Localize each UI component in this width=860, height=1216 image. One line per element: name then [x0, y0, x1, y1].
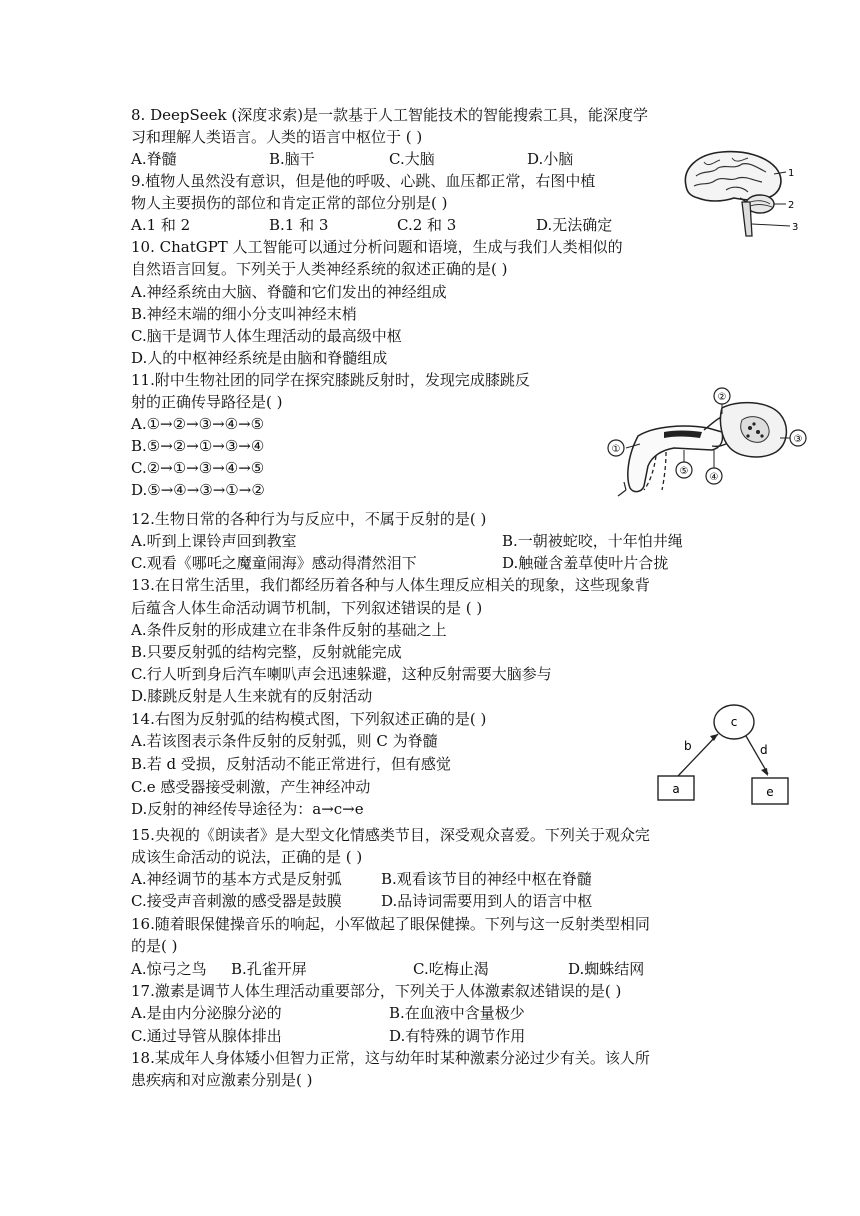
- arc-label-c: c: [730, 715, 738, 729]
- q16-stem-line1: 16.随着眼保健操音乐的响起，小军做起了眼保健操。下列与这一反射类型相同: [131, 915, 650, 933]
- reflex-label-4: ④: [709, 472, 719, 483]
- arc-label-d: d: [760, 743, 768, 757]
- arc-label-b: b: [684, 739, 692, 753]
- q14-stem: 14.右图为反射弧的结构模式图，下列叙述正确的是( ): [131, 710, 487, 728]
- q11-option-a: A.①→②→③→④→⑤: [131, 415, 265, 433]
- q11-stem-line2: 射的正确传导路径是( ): [131, 393, 283, 411]
- q15-stem-line1: 15.央视的《朗读者》是大型文化情感类节目，深受观众喜爱。下列关于观众完: [131, 826, 650, 844]
- q18-stem-line2: 患疾病和对应激素分别是( ): [131, 1071, 313, 1089]
- reflex-arc-diagram: [654, 702, 800, 808]
- q8-option-d: D.小脑: [527, 150, 574, 168]
- q11-option-c: C.②→①→③→④→⑤: [131, 459, 265, 477]
- brain-diagram: [678, 146, 806, 238]
- q17-option-b: B.在血液中含量极少: [389, 1004, 525, 1022]
- q17-option-c: C.通过导管从腺体排出: [131, 1027, 282, 1045]
- q11-stem-line1: 11.附中生物社团的同学在探究膝跳反射时，发现完成膝跳反: [131, 371, 530, 389]
- q12-option-c: C.观看《哪吒之魔童闹海》感动得潸然泪下: [131, 554, 417, 572]
- q12-option-d: D.触碰含羞草使叶片合拢: [502, 554, 669, 572]
- reflex-label-3: ③: [793, 434, 803, 445]
- q15-stem-line2: 成该生命活动的说法，正确的是 ( ): [131, 848, 363, 866]
- q12-option-a: A.听到上课铃声回到教室: [131, 532, 297, 550]
- q10-option-b: B.神经末端的细小分支叫神经末梢: [131, 305, 357, 323]
- q16-option-a: A.惊弓之鸟: [131, 960, 207, 978]
- q13-stem-line1: 13.在日常生活里，我们都经历着各种与人体生理反应相关的现象，这些现象背: [131, 576, 650, 594]
- q9-option-b: B.1 和 3: [269, 216, 329, 234]
- q10-option-d: D.人的中枢神经系统是由脑和脊髓组成: [131, 349, 388, 367]
- q11-option-d: D.⑤→④→③→①→②: [131, 481, 265, 499]
- q15-option-a: A.神经调节的基本方式是反射弧: [131, 870, 342, 888]
- q13-option-c: C.行人听到身后汽车喇叭声会迅速躲避，这种反射需要大脑参与: [131, 665, 552, 683]
- q16-option-d: D.蜘蛛结网: [568, 960, 645, 978]
- q11-option-b: B.⑤→②→①→③→④: [131, 437, 265, 455]
- reflex-label-5: ⑤: [679, 466, 689, 477]
- q13-stem-line2: 后蕴含人体生命活动调节机制，下列叙述错误的是 ( ): [131, 599, 483, 617]
- q10-stem-line2: 自然语言回复。下列关于人类神经系统的叙述正确的是( ): [131, 260, 508, 278]
- reflex-label-1: ①: [611, 444, 621, 455]
- q12-stem: 12.生物日常的各种行为与反应中，不属于反射的是( ): [131, 510, 487, 528]
- q17-option-a: A.是由内分泌腺分泌的: [131, 1004, 282, 1022]
- q14-option-c: C.e 感受器接受刺激，产生神经冲动: [131, 778, 371, 796]
- q8-option-c: C.大脑: [389, 150, 435, 168]
- arc-label-a: a: [672, 782, 680, 796]
- q15-option-b: B.观看该节目的神经中枢在脊髓: [381, 870, 592, 888]
- q9-stem-line1: 9.植物人虽然没有意识，但是他的呼吸、心跳、血压都正常，右图中植: [131, 172, 596, 190]
- q16-option-b: B.孔雀开屏: [231, 960, 307, 978]
- q13-option-b: B.只要反射弧的结构完整，反射就能完成: [131, 643, 402, 661]
- q10-stem-line1: 10. ChatGPT 人工智能可以通过分析问题和语境，生成与我们人类相似的: [131, 238, 623, 256]
- q17-option-d: D.有特殊的调节作用: [389, 1027, 526, 1045]
- q16-option-c: C.吃梅止渴: [413, 960, 489, 978]
- q14-option-a: A.若该图表示条件反射的反射弧，则 C 为脊髓: [131, 732, 438, 750]
- q18-stem-line1: 18.某成年人身体矮小但智力正常，这与幼年时某种激素分泌过少有关。该人所: [131, 1049, 650, 1067]
- knee-reflex-diagram: [604, 386, 810, 504]
- brain-label-2: 2: [788, 200, 795, 211]
- q9-option-c: C.2 和 3: [397, 216, 457, 234]
- q10-option-c: C.脑干是调节人体生理活动的最高级中枢: [131, 327, 402, 345]
- brain-label-3: 3: [792, 222, 799, 233]
- q8-stem-line2: 习和理解人类语言。人类的语言中枢位于 ( ): [131, 128, 423, 146]
- q14-option-b: B.若 d 受损，反射活动不能正常进行，但有感觉: [131, 755, 451, 773]
- q9-stem-line2: 物人主要损伤的部位和肯定正常的部位分别是( ): [131, 194, 448, 212]
- q9-option-d: D.无法确定: [536, 216, 613, 234]
- q17-stem: 17.激素是调节人体生理活动重要部分，下列关于人体激素叙述错误的是( ): [131, 982, 622, 1000]
- q12-option-b: B.一朝被蛇咬，十年怕井绳: [502, 532, 683, 550]
- q14-option-d: D.反射的神经传导途径为：a→c→e: [131, 800, 364, 818]
- q15-option-d: D.品诗词需要用到人的语言中枢: [381, 892, 593, 910]
- reflex-label-2: ②: [717, 392, 727, 403]
- q10-option-a: A.神经系统由大脑、脊髓和它们发出的神经组成: [131, 283, 447, 301]
- q13-option-d: D.膝跳反射是人生来就有的反射活动: [131, 687, 373, 705]
- q16-stem-line2: 的是( ): [131, 937, 178, 955]
- q15-option-c: C.接受声音刺激的感受器是鼓膜: [131, 892, 342, 910]
- q8-stem-line1: 8. DeepSeek (深度求索)是一款基于人工智能技术的智能搜索工具，能深度学: [131, 106, 649, 124]
- q8-option-a: A.脊髓: [131, 150, 177, 168]
- q9-option-a: A.1 和 2: [131, 216, 191, 234]
- arc-label-e: e: [766, 785, 774, 799]
- brain-label-1: 1: [788, 168, 795, 179]
- q13-option-a: A.条件反射的形成建立在非条件反射的基础之上: [131, 621, 447, 639]
- q8-option-b: B.脑干: [269, 150, 315, 168]
